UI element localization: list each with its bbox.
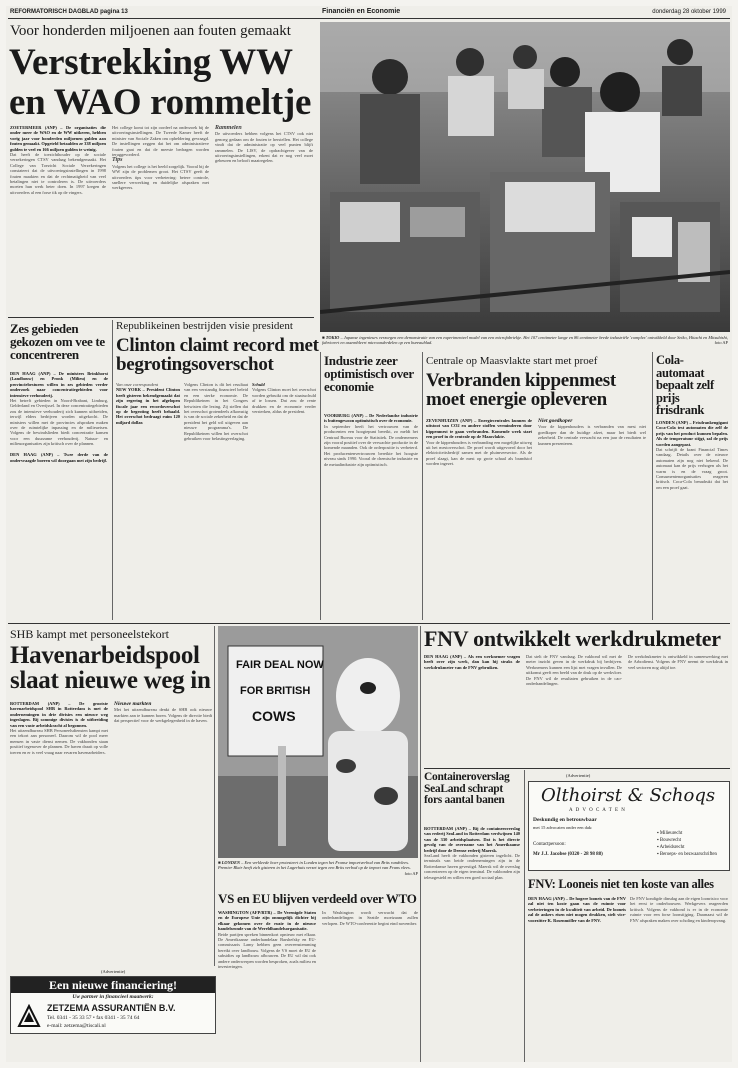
industrie-body <box>324 413 418 618</box>
fnv-body: Dat stelt de FNV vandaag. De vakbond wil met de meter inzicht geven in de werkdruk bij bedrijven. Werknemers kunnen een lijst met vragen invullen. De uitkomst geeft een beeld van de druk op de werkvloer. De FNV wil de resultaten gebruiken in de cao-onderhandelingen. <box>526 654 622 687</box>
ad-zetzema-company: ZETZEMA ASSURANTIËN B.V. <box>47 1003 176 1013</box>
ad-zetzema-tel: Tel. 0341 - 35 33 57 • fax 0341 - 35 74 64 <box>47 1015 140 1021</box>
checkbox-square-icon: ▪ <box>657 831 659 836</box>
ad-line-2: met 15 advocaten onder een dak: <box>533 825 593 830</box>
photo-londen <box>218 626 418 858</box>
ad-logo-sub: A D V O C A T E N <box>569 808 626 813</box>
shb-headline: Havenarbeidspool slaat nieuwe weg in <box>10 642 211 694</box>
vs-body-2: In Washington wordt verwacht dat de onderhandelingen in Seattle moeizaam zullen verlopen. De WTO-conferentie begint eind november. <box>322 910 418 926</box>
lead-kicker: Voor honderden miljoenen aan fouten gemaakt <box>10 23 291 39</box>
shb-body-2: Met het uitzendbureau denkt de SHB ook nieuwe markten aan te kunnen boren. Volgens de directie biedt dat perspectief voor de werkgelegenheid in de haven. <box>114 707 212 724</box>
masthead-section: Financiën en Economie <box>322 8 401 15</box>
shb-col-2 <box>114 701 212 966</box>
ad-zetzema-headline: Een nieuwe financiering! <box>11 977 215 993</box>
verbranden-kicker: Centrale op Maasvlakte start met proef <box>426 355 598 367</box>
divider <box>652 352 653 620</box>
cola-headline: Cola-automaat bepaalt zelf prijs frisdrank <box>656 353 714 417</box>
ad-zetzema[interactable] <box>10 976 216 1034</box>
container-headline: Containeroverslag SeaLand schrapt fors aantal banen <box>424 771 510 806</box>
divider <box>112 320 113 620</box>
shb-col-1 <box>10 701 108 966</box>
zes-body-text: Het betreft gebieden in Noord-Brabant, Limburg, Gelderland en Overijssel. In deze concentratiegebieden zou de intensieve veehouderij zich kunnen uitbreiden, terwijl elders bedrijven worden uitgekocht. De ministers willen met de provincies afspraken maken over de ruimtelijke inpassing en de milieueisen. Volgens de bewindslieden biedt concentratie kansen voor een duurzame veehouderij. Natuur- en milieuorganisaties zijn kritisch over de plannen. <box>10 398 108 447</box>
ad-zetzema-email[interactable]: e-mail: zetzema@tiscali.nl <box>47 1023 106 1029</box>
photo-tokio-caption-lead: TOKIO <box>325 335 340 340</box>
vs-headline: VS en EU blijven verdeeld over WTO <box>218 891 417 906</box>
photo-tokio-image <box>320 22 730 332</box>
lead-col-2 <box>112 125 209 325</box>
ad-list <box>657 830 717 858</box>
verbranden-intro: ZEVENHUIZEN (ANP) – Energiecentrales kunnen de uitstoot van CO2 en andere stoffen verminderen door kippenmest te gaan verbranden. Komende week start een proef in de centrale op de Maasvlakte. <box>426 418 532 440</box>
clinton-col-3 <box>252 382 316 618</box>
clinton-subhead: Schuld <box>252 382 265 387</box>
container-body <box>424 826 520 966</box>
masthead-date: donderdag 28 oktober 1999 <box>652 9 726 15</box>
clinton-headline: Clinton claimt record met begrotingsoverschot <box>116 335 319 375</box>
vs-col-2 <box>322 910 418 1060</box>
fnv2-body: De FNV kondigde dinsdag aan de eigen loonrisico voor het eerst te onderbouwen. Werkgevers reageerden kritisch. Volgens de vakbond is er in de economie ruimte voor een forse loonstijging. Daarnaast wil de FNV afspraken maken over scholing en kinderopvang. <box>630 896 728 923</box>
photo-londen-credit: foto AP <box>404 870 418 876</box>
zes-intro: DEN HAAG (ANP) – De ministers Brinkhorst (Landbouw) en Pronk (Milieu) en de provinciebesturen willen in zes gebieden verder onderzoek naar concentratiegebieden voor intensieve veehouderij. <box>10 371 108 398</box>
zes-body <box>10 371 108 616</box>
ad-list-item: ▪ Milieurecht <box>657 831 683 836</box>
lead-headline-line-1: Verstrekking WW <box>9 42 293 83</box>
sign-text-3: COWS <box>252 708 296 724</box>
sign-text-1: FAIR DEAL NOW <box>236 659 324 671</box>
ad-advocaten[interactable] <box>528 781 730 871</box>
fnv-col-1 <box>424 654 520 764</box>
ad-contact-name: Mr J.J. Jacobse (0320 - 28 98 88) <box>533 852 603 857</box>
photo-tokio-credit: foto AP <box>714 340 728 346</box>
fnv-col-3 <box>628 654 728 764</box>
shb-body: Het uitzendbureau SHB Personeelsdiensten kampt met een tekort aan personeel. Daarom wil de pool meer mensen in vaste dienst nemen. De vakbonden staan positief tegenover de plannen. De haven draait op volle toeren en er is veel vraag naar ervaren havenarbeiders. <box>10 728 108 755</box>
divider <box>214 626 215 966</box>
clinton-dateline: Van onze correspondent <box>116 382 159 387</box>
checkbox-square-icon: ▪ <box>657 845 659 850</box>
rule-row-2 <box>8 317 314 318</box>
verbranden-col-2 <box>538 418 646 618</box>
shb-intro: ROTTERDAM (ANP) – De grootste havenarbeidspool SHB in Rotterdam is met de ondernemingen in drie divisies een nieuwe weg ingeslagen. Bij sommige divisies is de uitbreiding van een vaste arbeidskracht al begonnen. <box>10 701 108 728</box>
lead-body-3: Volgens het college is het beeld zorgelijk. Vooral bij de WW zijn de problemen groot. Het CTSV geeft de uitvoerders tips voor verbetering: betere controle, snellere verwerking en duidelijke afspraken met werkgevers. <box>112 163 209 191</box>
ad-list-item: ▪ Beroeps- en bezwaarschriften <box>657 852 717 857</box>
photo-tokio-caption-text: – Japanse ingenieurs verzorgen een demonstratie van een experimenteel model van een microfabriekje. Het 107 centimeter lange en 86 centimeter brede industriële 'complex' ontwikkeld door Seiko, Hitachi en Mitsubishi, fabriceert en assembleert microonderdelen op een bureaublad. <box>322 335 728 346</box>
verbranden-headline: Verbranden kippenmest moet energie opleveren <box>426 370 616 410</box>
divider <box>422 352 423 620</box>
photo-londen-caption-lead: LONDEN <box>221 860 241 865</box>
photo-tokio <box>320 22 730 332</box>
fnv-headline: FNV ontwikkelt werkdrukmeter <box>424 626 721 651</box>
fnv2-col-1 <box>528 896 626 1061</box>
fnv-body-2: De werkdrukmeter is ontwikkeld in samenwerking met de Arbodienst. Volgens de FNV neemt de werkdruk in veel sectoren nog altijd toe. <box>628 654 728 670</box>
fnv-col-2 <box>526 654 622 764</box>
fnv2-intro: DEN HAAG (ANP) – De hogere looneis van de FNV zal niet ten koste gaan van de ruimte voor verbeteringen in de kwaliteit van arbeid. De looneis zal de ankers eisen niet mogen drukken, stelt vice-voorzitter K. Rosenmöller van de FNV. <box>528 896 626 923</box>
verbranden-subhead: Niet goedkoper <box>538 418 573 424</box>
container-intro: ROTTERDAM (ANP) – Bij de containeroverslag van rederij SeaLand in Rotterdam verdwijnen 140 van de 330 arbeidsplaatsen. Dat is het directe gevolg van de overname van het Amerikaanse bedrijf door de Deense rederij Maersk. <box>424 826 520 853</box>
sign-text-2: FOR BRITISH <box>240 685 311 697</box>
divider <box>320 352 321 620</box>
lead-subhead-rammelen: Rammelen <box>215 125 242 131</box>
zes-headline: Zes gebieden gekozen om vee te concentreren <box>10 321 105 362</box>
lead-body-4: De uitvoerders hebben volgens het CTSV ook niet genoeg gedaan om de fouten te herstellen. Het college vindt dat de administratie op veel punten blijft rammelen. De LISV, de opdrachtgever van de uitvoeringsinstellingen, erkent dat er nog veel moet gebeuren en belooft maatregelen. <box>215 131 313 164</box>
photo-londen-image <box>218 626 418 858</box>
vs-intro: WASHINGTON (AFP/RTR) – De Verenigde Staten en de Europese Unie zijn onmogelijk dichter bij elkaar gekomen over de ruzie in de nieuwe handelsronde van de Wereldhandelsorganisatie. <box>218 910 316 932</box>
lead-col-1 <box>10 125 106 325</box>
cola-intro: LONDEN (ANP) – Frisdrankengigant Coca-Cola test automaten die zelf de prijs van het product kunnen bepalen. Als de temperatuur stijgt, zal de prijs worden aangepast. <box>656 420 728 447</box>
verbranden-body: Voor de kippenhouders is verbranding een mogelijke uitweg uit het mestoverschot. De proef wordt uitgevoerd door het elektriciteitsbedrijf samen met de pluimveesector. Als de proef slaagt, kan de mest op grote schaal als brandstof worden ingezet. <box>426 439 532 467</box>
clinton-kicker: Republikeinen bestrijden visie president <box>116 320 293 332</box>
fnv2-headline: FNV: Looneis niet ten koste van alles <box>528 877 714 891</box>
lead-col-3 <box>215 125 313 325</box>
masthead <box>6 6 732 18</box>
verbranden-col-1 <box>426 418 532 618</box>
checkbox-square-icon: ▪ <box>657 852 659 857</box>
ad-bottom-label: (Advertentie) <box>101 969 126 974</box>
photo-londen-caption: ■ LONDEN – Een verkleede boer protesteert in Londen tegen het Franse importverbod van Brits rundvlees. Premier Blair heeft zich gisteren in het Lagerhuis verzet tegen een Brits verbod op de import van Frans vlees. foto AP <box>218 860 418 876</box>
lead-body-2: Het college komt tot zijn oordeel na onderzoek bij de uitvoeringsinstellingen. De Tweede Kamer heeft de minister van Sociale Zaken om opheldering gevraagd. De instellingen zeggen dat het om administratieve fouten gaat en dat de meeste bedragen worden teruggevorderd. <box>112 125 209 158</box>
lead-intro: ZOETERMEER (ANP) – De organisaties die onder meer de WAO en de WW uitkeren, hebben vorig jaar voor honderden miljoenen gulden aan fouten gemaakt. Opgeteld betaalden ze 338 miljoen gulden te veel en 166 miljoen gulden te weinig. <box>10 125 106 152</box>
rule-row-3 <box>8 623 730 624</box>
cola-body <box>656 420 728 618</box>
clinton-body-2: Volgens Clinton moet het overschot worden gebruikt om de staatsschuld af te lossen. Dat zou de rente drukken en de economie verder versterken, aldus de president. <box>252 387 316 415</box>
fnv-intro: DEN HAAG (ANP) – Als een werknemer vragen heeft over zijn werk, dan kan hij straks de werkdrukmeter van de FNV gebruiken. <box>424 654 520 670</box>
ad-zetzema-sub: Uw partner in financieel maatwerk: <box>72 994 154 1000</box>
vs-col-1 <box>218 910 316 1060</box>
zetzema-logo-icon <box>17 1004 41 1028</box>
shb-kicker: SHB kampt met personeelstekort <box>10 627 169 641</box>
checkbox-square-icon: ▪ <box>657 838 659 843</box>
vs-body: Beide partijen spreken binnenkort opnieuw met elkaar. De Amerikaanse onderhandelaar Barshefsky en EU-commissaris Lamy hebben geen overeenstemming bereikt over landbouw. Volgens de VS moet de EU de subsidies op landbouw afbouwen. De EU wil dat ook andere onderwerpen worden besproken, zoals milieu en investeringen. <box>218 931 316 970</box>
zes-intro-2: DEN HAAG (ANP) – Twee derde van de ondervraagde boeren wil doorgaan met zijn bedrijf. <box>10 452 108 463</box>
photo-londen-caption-text: – Een verkleede boer protesteert in Londen tegen het Franse importverbod van Brits rundvlees. Premier Blair heeft zich gisteren in het Lagerhuis verzet tegen een Brits verbod op de import van Frans vlees. <box>218 860 411 871</box>
shb-subhead: Nieuwe markten <box>114 701 152 707</box>
newspaper-page <box>6 6 732 1062</box>
photo-tokio-caption: ■ TOKIO – Japanse ingenieurs verzorgen een demonstratie van een experimenteel model van een microfabriekje. Het 107 centimeter lange en 86 centimeter brede industriële 'complex' ontwikkeld door Seiko, Hitachi en Mitsubishi, fabriceert en assembleert microonderdelen op een bureaublad. foto AP <box>322 335 728 346</box>
ad-logo: Olthoirst & Schoqs <box>541 785 716 806</box>
divider <box>524 770 525 1062</box>
lead-headline-line-2: en WAO rommeltje <box>9 82 312 123</box>
industrie-headline: Industrie zeer optimistisch over economie <box>324 353 414 394</box>
cola-body-text: Dat schrijft de krant Financial Times vandaag. Details over de nieuwe automaten zijn nog niet bekend. De automaat kan de prijs verhogen als het warm is en de vraag groot. Consumentenorganisaties reageren kritisch. Coca-Cola benadrukt dat het om een proef gaat. <box>656 447 728 490</box>
divider <box>420 626 421 1062</box>
ad-list-item: ▪ Bouwrecht <box>657 838 681 843</box>
ad-line-1: Deskundig en betrouwbaar <box>533 817 597 823</box>
industrie-intro: VOORBURG (ANP) – De Nederlandse industrie is buitengewoon optimistisch over de economie. <box>324 413 418 424</box>
fnv2-col-2 <box>630 896 728 1061</box>
masthead-left: REFORMATORISCH DAGBLAD pagina 13 <box>10 9 128 15</box>
clinton-intro: NEW YORK – President Clinton heeft gisteren bekendgemaakt dat zijn regering in het afgelopen fiscale jaar een recordoverschot op de begroting heeft behaald. Het overschot bedraagt ruim 120 miljard dollar. <box>116 387 180 425</box>
clinton-col-1 <box>116 382 180 618</box>
container-body-text: SeaLand heeft de vakbonden gisteren ingelicht. De terminals van beide ondernemingen zijn in de Rotterdamse haven gevestigd. Maersk wil de overslag concentreren op de eigen terminal. De vakbonden zijn teleurgesteld en willen een goed sociaal plan. <box>424 853 520 880</box>
industrie-body-text: In september heeft het vertrouwen van de producenten een hoogtepunt bereikt, zo meldt het Centraal Bureau voor de Statistiek. De ondernemers zijn vooral positief over de verwachte productie in de komende maanden. Ook de orderpositie is verbeterd. Het producentenvertrouwen bereikte het hoogste niveau sinds 1990. Vooral de chemische industrie en de metaalindustrie zijn optimistisch. <box>324 423 418 467</box>
verbranden-body-2: Voor de kippenhouders is verbranden van mest niet goedkoper dan de huidige afzet, maar het biedt wel zekerheid. De centrale verwacht na een jaar de resultaten te kunnen presenteren. <box>538 424 646 446</box>
lead-subhead-tips: Tips <box>112 157 123 164</box>
clinton-body: Volgens Clinton is dit het resultaat van een verstandig financieel beleid en een sterke economie. De Republikeinen in het Congres betwisten die lezing. Zij stellen dat het overschot grotendeels afkomstig is van de sociale zekerheid en dat de president het geld wil uitgeven aan nieuwe programma's. De Republikeinen willen het overschot gebruiken voor belastingverlaging. <box>184 382 248 442</box>
ad-contact-label: Contactpersoon: <box>533 842 566 847</box>
lead-body-1: Dat heeft de toezichthouder op de sociale verzekeringen CTSV vandaag bekendgemaakt. Het College van Toezicht Sociale Verzekeringen constateert dat de uitvoeringsinstellingen in 1998 fouten maakten en dat de rechtmatigheid van veel betalingen niet te controleren is. De uitvoerders moeten hun werk beter doen. In 1997 kregen de uitvoerders al een forse tik op de vingers. <box>10 152 106 195</box>
clinton-col-2 <box>184 382 248 618</box>
rule <box>424 768 730 769</box>
ad-list-item: ▪ Arbeidsrecht <box>657 845 685 850</box>
masthead-rule <box>8 18 730 19</box>
ad-label: (Advertentie) <box>566 773 591 778</box>
